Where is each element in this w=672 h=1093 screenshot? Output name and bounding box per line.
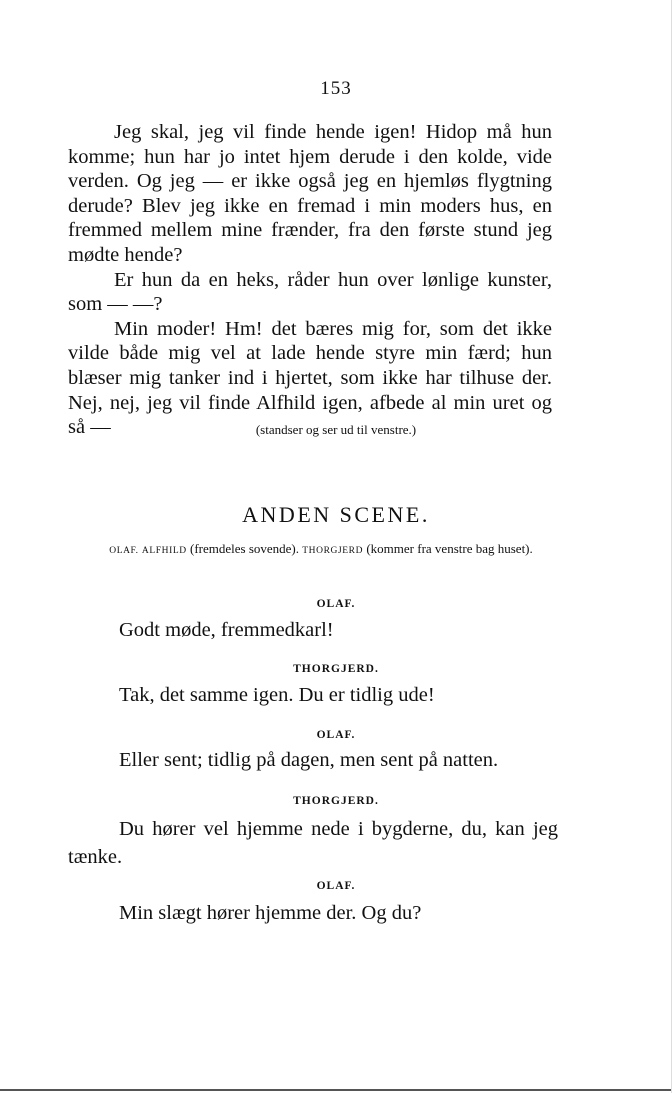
monologue-paragraph: Jeg skal, jeg vil finde hende igen! Hidop må hun komme; hun har jo intet hjem derude i den kolde, vide verden. Og jeg — er ikke også jeg en hjemløs flygtning derude? Blev jeg ikke en fremad i min moders hus, en fremmed mellem mine frænder, fra den første stund jeg mødte hende? [68, 121, 552, 266]
speaker-name: THORGJERD. [293, 795, 379, 807]
monologue-paragraph: Min moder! Hm! det bæres mig for, som det ikke vilde både mig vel at lade hende styre min færd; hun blæser mig tanker ind i hjertet, som ikke har tilhuse der. Nej, nej, jeg vil finde Alfhild igen, afbede al min uret og så — [68, 317, 552, 439]
dialogue-paragraph: Du hører vel hjemme nede i bygderne, du, kan jeg tænke. [68, 818, 558, 868]
monologue-paragraph: Er hun da en heks, råder hun over lønlige kunster, som — —? [68, 268, 552, 316]
speaker-name: OLAF. [316, 880, 356, 892]
scene-heading: ANDEN SCENE. [242, 502, 430, 527]
cast-thorgjerd-note: (kommer fra venstre bag huset). [366, 541, 533, 556]
dialogue-line [68, 815, 558, 871]
cast-list [88, 540, 554, 560]
cast-olaf: OLAF. [109, 546, 139, 556]
dialogue-line: Godt møde, fremmedkarl! [119, 619, 334, 641]
dialogue-line: Min slægt hører hjemme der. Og du? [119, 902, 422, 924]
dialogue-line: Tak, det samme igen. Du er tidlig ude! [119, 684, 435, 706]
bottom-edge-rule [0, 1089, 672, 1091]
speaker-name: OLAF. [316, 598, 356, 610]
cast-thorgjerd: THORGJERD [302, 546, 364, 556]
speaker-name: OLAF. [316, 729, 356, 741]
speaker-name: THORGJERD. [293, 663, 379, 675]
cast-alfhild-note: (fremdeles sovende). [190, 541, 300, 556]
monologue [68, 120, 552, 440]
stage-direction: (standser og ser ud til venstre.) [255, 422, 417, 437]
dialogue-line: Eller sent; tidlig på dagen, men sent på natten. [119, 749, 499, 771]
page-number: 153 [320, 78, 352, 99]
cast-alfhild: ALFHILD [141, 546, 187, 556]
